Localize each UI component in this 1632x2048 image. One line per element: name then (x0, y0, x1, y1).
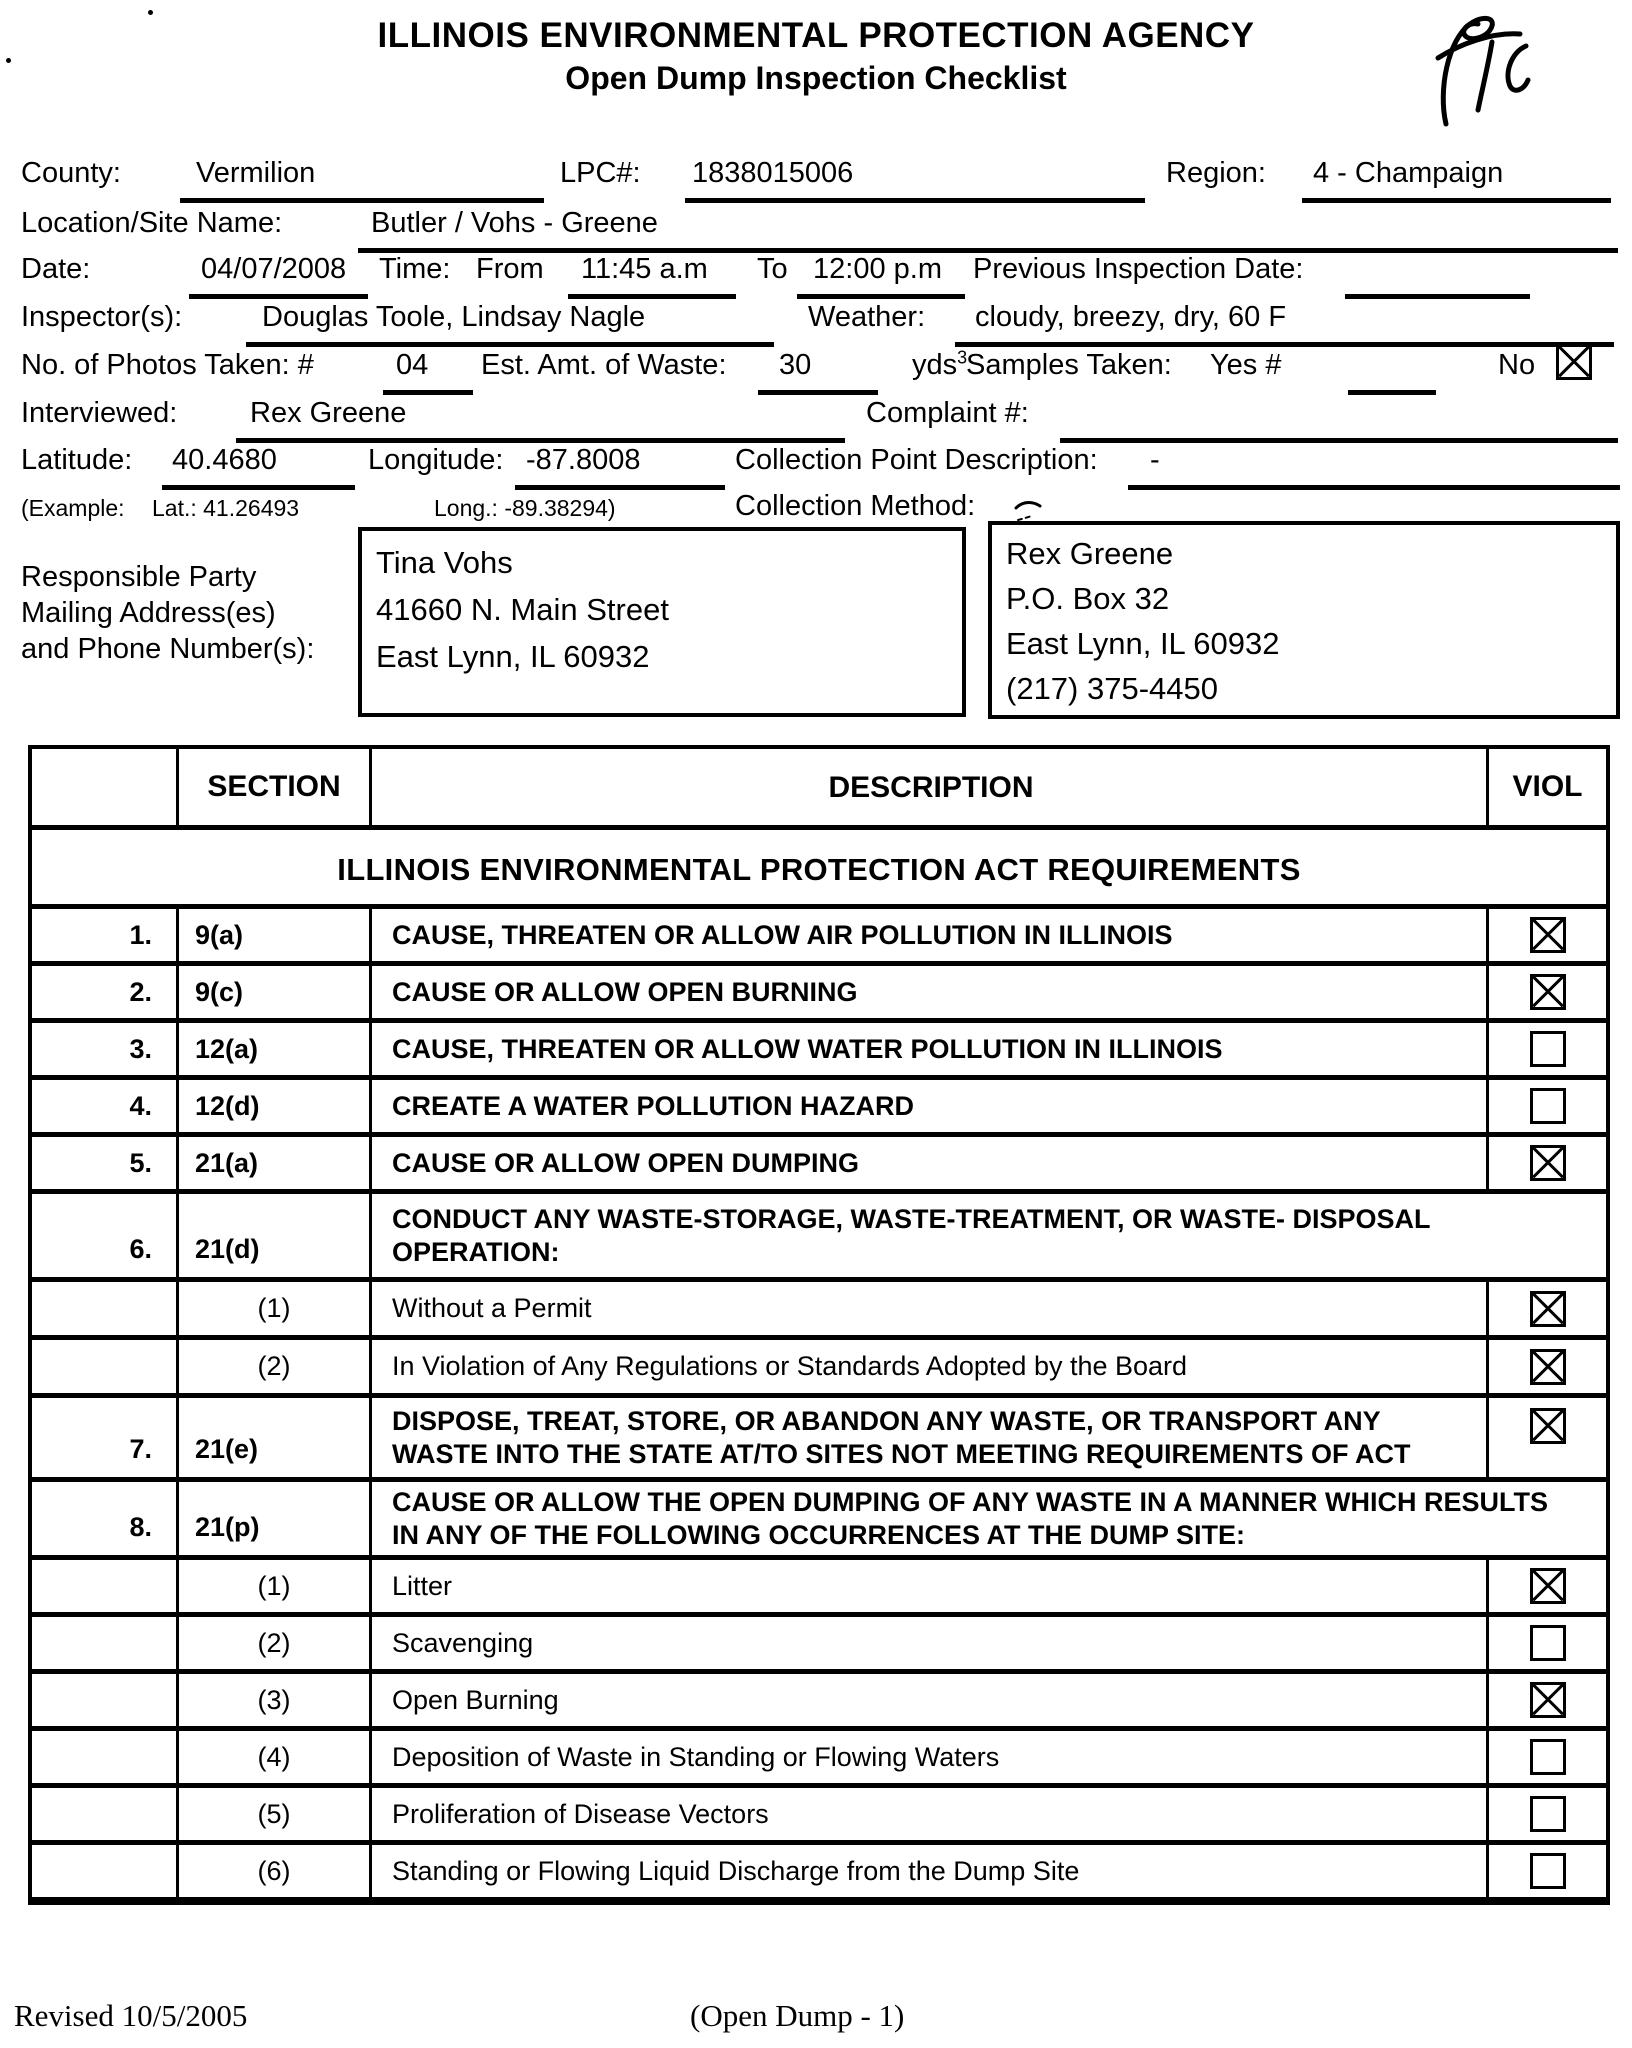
row-number: 2. (32, 966, 179, 1018)
page-subtitle: Open Dump Inspection Checklist (565, 60, 1067, 96)
photos-label: No. of Photos Taken: # (21, 349, 314, 381)
row-number (32, 1845, 179, 1897)
table-row (32, 1840, 1606, 1897)
row-description-line1: CAUSE OR ALLOW THE OPEN DUMPING OF ANY WASTE IN A MANNER WHICH RESULTS (392, 1486, 1549, 1517)
viol-checkbox (1530, 1408, 1566, 1444)
location-value: Butler / Vohs - Greene (371, 207, 658, 239)
location-label: Location/Site Name: (21, 207, 283, 239)
table-row (32, 1189, 1606, 1277)
table-band-row (32, 825, 1606, 904)
responsible-party-label-line2: Mailing Address(es) (21, 597, 276, 629)
longitude-underline (515, 485, 725, 490)
row-viol-cell (1489, 1398, 1606, 1477)
viol-checkbox (1530, 1088, 1566, 1124)
waste-unit-text: yds (912, 349, 958, 381)
row-description-line1: DISPOSE, TREAT, STORE, OR ABANDON ANY WASTE, OR TRANSPORT ANY (392, 1405, 1381, 1436)
row-description-line2: WASTE INTO THE STATE AT/TO SITES NOT MEETING REQUIREMENTS OF ACT (392, 1438, 1411, 1469)
table-row (32, 1726, 1606, 1783)
date-underline (189, 294, 368, 299)
row-section: (5) (179, 1788, 372, 1840)
row-number (32, 1282, 179, 1335)
latitude-value: 40.4680 (172, 444, 277, 476)
row-section: 21(e) (179, 1398, 372, 1477)
viol-checkbox (1530, 1682, 1566, 1718)
weather-label: Weather: (808, 301, 926, 333)
row-description-cell (372, 1398, 1489, 1477)
scan-speck (148, 10, 153, 15)
row-description: CREATE A WATER POLLUTION HAZARD (392, 1090, 914, 1121)
region-value: 4 - Champaign (1313, 157, 1504, 189)
row-section: 12(a) (179, 1023, 372, 1075)
rp1-street: 41660 N. Main Street (376, 592, 669, 627)
row-viol-cell (1489, 966, 1606, 1018)
inspectors-underline (246, 342, 774, 347)
rp1-name: Tina Vohs (376, 545, 513, 580)
responsible-party-box-2 (988, 521, 1620, 719)
page-title: ILLINOIS ENVIRONMENTAL PROTECTION AGENCY (377, 16, 1255, 55)
time-to-label: To (757, 253, 788, 285)
table-row (32, 961, 1606, 1018)
viol-checkbox (1530, 1796, 1566, 1832)
inspectors-value: Douglas Toole, Lindsay Nagle (262, 301, 646, 333)
row-number (32, 1560, 179, 1612)
row-viol-cell (1489, 1340, 1606, 1393)
complaint-underline (1060, 438, 1618, 443)
row-viol-cell (1489, 1560, 1606, 1612)
viol-checkbox (1530, 1291, 1566, 1327)
time-from-underline (568, 294, 736, 299)
handwritten-initials-mark (1408, 6, 1563, 141)
table-header-row (32, 749, 1606, 825)
row-number: 1. (32, 909, 179, 961)
waste-unit (912, 348, 967, 382)
table-row (32, 1669, 1606, 1726)
samples-yes-underline (1348, 390, 1436, 395)
photos-value: 04 (396, 349, 429, 381)
row-description: Scavenging (392, 1627, 534, 1658)
table-row (32, 1783, 1606, 1840)
row-viol-cell (1489, 909, 1606, 961)
samples-no-label: No (1498, 349, 1536, 381)
time-from-label: From (476, 253, 544, 285)
rp2-name: Rex Greene (1006, 536, 1174, 571)
row-number (32, 1788, 179, 1840)
table-row (32, 1018, 1606, 1075)
table-row (32, 1477, 1606, 1555)
row-section: (2) (179, 1617, 372, 1669)
lpc-underline (685, 198, 1145, 203)
viol-checkbox (1530, 1853, 1566, 1889)
table-row (32, 1393, 1606, 1477)
row-section: 9(c) (179, 966, 372, 1018)
row-description-line2: OPERATION: (392, 1236, 560, 1267)
table-row (32, 1132, 1606, 1189)
row-number: 7. (32, 1398, 179, 1477)
table-row (32, 1335, 1606, 1393)
row-section: 21(p) (179, 1482, 372, 1555)
viol-checkbox (1530, 1739, 1566, 1775)
time-to-value: 12:00 p.m (813, 253, 942, 285)
viol-checkbox (1530, 917, 1566, 953)
row-number (32, 1731, 179, 1783)
row-description: CAUSE, THREATEN OR ALLOW WATER POLLUTION IN ILLINOIS (392, 1033, 1223, 1064)
row-number: 4. (32, 1080, 179, 1132)
date-value: 04/07/2008 (201, 253, 347, 285)
county-value: Vermilion (196, 157, 316, 189)
row-number (32, 1340, 179, 1393)
region-label: Region: (1166, 157, 1266, 189)
date-label: Date: (21, 253, 91, 285)
complaint-label: Complaint #: (866, 397, 1029, 429)
row-section: 9(a) (179, 909, 372, 961)
interviewed-label: Interviewed: (21, 397, 178, 429)
table-row (32, 1277, 1606, 1335)
inspectors-label: Inspector(s): (21, 301, 183, 333)
row-number (32, 1617, 179, 1669)
rp2-city: East Lynn, IL 60932 (1006, 626, 1280, 661)
revised-date: Revised 10/5/2005 (14, 1998, 248, 2033)
weather-underline (955, 342, 1614, 347)
row-description: CAUSE, THREATEN OR ALLOW AIR POLLUTION IN ILLINOIS (392, 919, 1173, 950)
row-section: 21(d) (179, 1194, 372, 1277)
row-description-line1: CONDUCT ANY WASTE-STORAGE, WASTE-TREATMENT, OR WASTE- DISPOSAL (392, 1203, 1431, 1234)
row-viol-cell (1489, 1617, 1606, 1669)
lpc-label: LPC#: (560, 157, 641, 189)
prev-inspection-label: Previous Inspection Date: (973, 253, 1304, 285)
row-viol-cell (1489, 1674, 1606, 1726)
lpc-value: 1838015006 (692, 157, 854, 189)
viol-checkbox (1530, 1568, 1566, 1604)
row-description: Litter (392, 1570, 453, 1601)
row-number: 6. (32, 1194, 179, 1277)
viol-checkbox (1530, 974, 1566, 1010)
weather-value: cloudy, breezy, dry, 60 F (975, 301, 1287, 333)
rp2-street: P.O. Box 32 (1006, 581, 1170, 616)
row-description: Proliferation of Disease Vectors (392, 1798, 769, 1829)
row-section: 21(a) (179, 1137, 372, 1189)
table-row (32, 1612, 1606, 1669)
row-section: (3) (179, 1674, 372, 1726)
photos-underline (383, 390, 473, 395)
row-number (32, 1674, 179, 1726)
latitude-label: Latitude: (21, 444, 133, 476)
row-description: Without a Permit (392, 1293, 592, 1323)
viol-checkbox (1530, 1031, 1566, 1067)
row-viol-cell (1489, 1137, 1606, 1189)
collection-point-underline (1128, 485, 1620, 490)
row-viol-cell (1489, 1731, 1606, 1783)
row-description-line2: IN ANY OF THE FOLLOWING OCCURRENCES AT THE DUMP SITE: (392, 1519, 1246, 1550)
samples-yes-label: Yes # (1210, 349, 1282, 381)
row-viol-cell (1489, 1282, 1606, 1335)
collection-method-label: Collection Method: (735, 490, 976, 522)
rp2-phone: (217) 375-4450 (1006, 671, 1218, 706)
collection-point-value: - (1150, 444, 1160, 476)
viol-checkbox (1530, 1349, 1566, 1385)
row-description: Standing or Flowing Liquid Discharge from the Dump Site (392, 1855, 1080, 1886)
responsible-party-label-line3: and Phone Number(s): (21, 633, 315, 665)
example-label: (Example: (21, 495, 125, 521)
row-description: Deposition of Waste in Standing or Flowing Waters (392, 1741, 1000, 1772)
row-number: 5. (32, 1137, 179, 1189)
county-underline (180, 198, 544, 203)
time-to-underline (797, 294, 965, 299)
row-section: (2) (179, 1340, 372, 1393)
example-long: Long.: -89.38294) (434, 495, 616, 521)
waste-underline (758, 390, 878, 395)
samples-label: Samples Taken: (966, 349, 1172, 381)
example-lat: Lat.: 41.26493 (152, 495, 300, 521)
row-number: 3. (32, 1023, 179, 1075)
row-section: (6) (179, 1845, 372, 1897)
responsible-party-box-1 (358, 527, 966, 717)
collection-point-label: Collection Point Description: (735, 444, 1098, 476)
header-section-cell: SECTION (179, 749, 372, 825)
waste-label: Est. Amt. of Waste: (481, 349, 727, 381)
row-viol-cell (1489, 1788, 1606, 1840)
row-section: (1) (179, 1282, 372, 1335)
row-number: 8. (32, 1482, 179, 1555)
act-requirements-band: ILLINOIS ENVIRONMENTAL PROTECTION ACT REQUIREMENTS (337, 852, 1301, 887)
region-underline (1302, 198, 1611, 203)
violation-checklist-table (28, 745, 1610, 1905)
longitude-label: Longitude: (368, 444, 504, 476)
row-description: CAUSE OR ALLOW OPEN BURNING (392, 976, 858, 1007)
viol-checkbox (1530, 1145, 1566, 1181)
row-viol-cell (1489, 1080, 1606, 1132)
row-viol-cell (1489, 1845, 1606, 1897)
row-section: (1) (179, 1560, 372, 1612)
header-num-cell (32, 749, 179, 825)
responsible-party-label-line1: Responsible Party (21, 561, 257, 593)
row-description: Open Burning (392, 1684, 559, 1715)
table-row (32, 904, 1606, 961)
table-row (32, 1555, 1606, 1612)
page-label: (Open Dump - 1) (690, 1998, 905, 2033)
samples-no-checkbox (1556, 344, 1592, 380)
table-row (32, 1075, 1606, 1132)
prev-inspection-underline (1345, 294, 1530, 299)
row-description: CAUSE OR ALLOW OPEN DUMPING (392, 1147, 860, 1178)
latitude-underline (162, 485, 355, 490)
header-viol-cell: VIOL (1512, 770, 1583, 803)
longitude-value: -87.8008 (526, 444, 641, 476)
county-label: County: (21, 157, 121, 189)
row-description-cell (372, 1194, 1606, 1277)
waste-value: 30 (779, 349, 812, 381)
rp1-city: East Lynn, IL 60932 (376, 639, 650, 674)
row-section: 12(d) (179, 1080, 372, 1132)
row-section: (4) (179, 1731, 372, 1783)
time-label: Time: (379, 253, 451, 285)
time-from-value: 11:45 a.m (581, 253, 708, 285)
row-description: In Violation of Any Regulations or Standards Adopted by the Board (392, 1351, 1188, 1381)
row-description-cell (372, 1482, 1606, 1555)
viol-checkbox (1530, 1625, 1566, 1661)
waste-unit-exponent: 3 (957, 347, 968, 368)
interviewed-value: Rex Greene (250, 397, 407, 429)
row-viol-cell (1489, 1023, 1606, 1075)
header-description-cell: DESCRIPTION (372, 749, 1489, 825)
